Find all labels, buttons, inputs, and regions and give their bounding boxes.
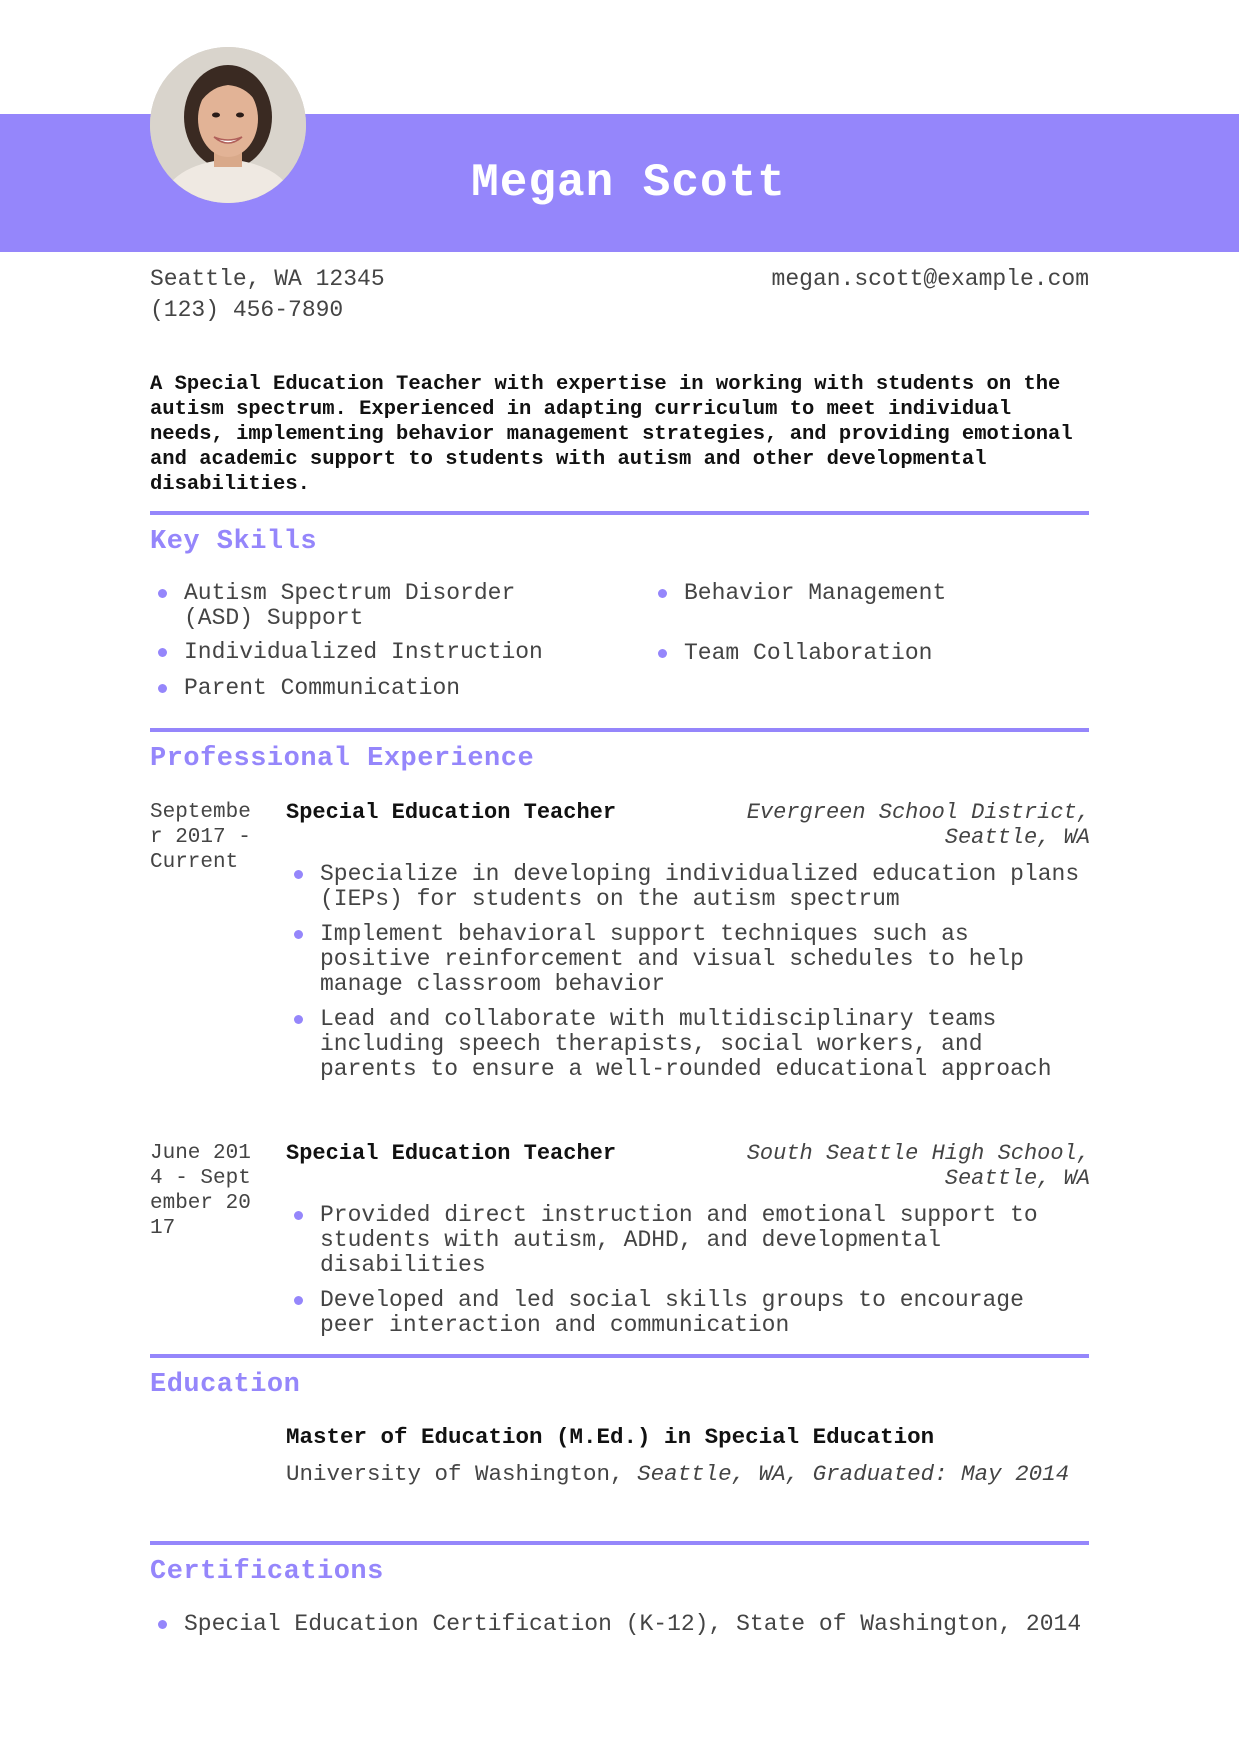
- job-bullet: Provided direct instruction and emotional support to students with autism, ADHD, and developmental disabilities: [286, 1203, 1086, 1278]
- section-divider: [150, 1541, 1089, 1545]
- bullet-icon: [294, 1211, 303, 1220]
- bullet-icon: [294, 1015, 303, 1024]
- experience-title: Professional Experience: [150, 744, 535, 774]
- bullet-icon: [158, 1620, 167, 1629]
- address: Seattle, WA 12345: [150, 266, 385, 292]
- job-date: June 2014 - September 2017: [150, 1142, 251, 1240]
- section-divider: [150, 511, 1089, 515]
- skill-item: Autism Spectrum Disorder (ASD) Support: [150, 581, 584, 631]
- job-title: Special Education Teacher: [286, 1141, 617, 1166]
- education-detail: [286, 1462, 1086, 1487]
- skill-item: Team Collaboration: [650, 641, 1120, 666]
- education-location-graduation: Seattle, WA, Graduated: May 2014: [637, 1461, 1070, 1487]
- skill-item: Behavior Management: [650, 581, 1120, 606]
- certification-item: Special Education Certification (K-12), State of Washington, 2014: [150, 1612, 1090, 1637]
- summary: A Special Education Teacher with expertise in working with students on the autism spectrum. Experienced in adapting curriculum to meet individual needs, implementing behavior management strategies, and providing emotional and academic support to students with autism and other developmental disabilities.: [150, 373, 1073, 496]
- phone: (123) 456-7890: [150, 297, 344, 323]
- bullet-icon: [158, 589, 167, 598]
- bullet-icon: [294, 1296, 303, 1305]
- job-title: Special Education Teacher: [286, 800, 617, 825]
- job-entry: [150, 1141, 1090, 1341]
- job-entry: [150, 800, 1090, 1110]
- skill-item: Individualized Instruction: [150, 640, 620, 665]
- email[interactable]: megan.scott@example.com: [771, 266, 1089, 292]
- job-bullet: Developed and led social skills groups to encourage peer interaction and communication: [286, 1288, 1086, 1338]
- candidate-name: Megan Scott: [471, 157, 786, 209]
- job-organization: South Seattle High School, Seattle, WA: [746, 1141, 1090, 1191]
- bullet-icon: [658, 589, 667, 598]
- skills-right-column: [650, 581, 1120, 676]
- bullet-icon: [294, 930, 303, 939]
- bullet-icon: [158, 648, 167, 657]
- bullet-icon: [158, 684, 167, 693]
- education-school: University of Washington,: [286, 1461, 624, 1487]
- job-bullet: Lead and collaborate with multidisciplinary teams including speech therapists, social workers, and parents to ensure a well-rounded educational approach: [286, 1007, 1086, 1082]
- bullet-icon: [658, 649, 667, 658]
- skill-item: Parent Communication: [150, 676, 620, 701]
- section-divider: [150, 728, 1089, 732]
- section-divider: [150, 1354, 1089, 1358]
- skills-left-column: [150, 581, 620, 711]
- bullet-icon: [294, 870, 303, 879]
- job-organization: Evergreen School District, Seattle, WA: [746, 800, 1090, 850]
- certifications-title: Certifications: [150, 1557, 384, 1587]
- contact-right: [772, 264, 1089, 295]
- education-title: Education: [150, 1370, 301, 1400]
- job-date: September 2017 - Current: [150, 801, 251, 874]
- contact-left: [150, 264, 385, 326]
- job-bullet: Specialize in developing individualized education plans (IEPs) for students on the autism spectrum: [286, 862, 1086, 912]
- skills-title: Key Skills: [150, 527, 318, 557]
- certifications-list: [150, 1612, 1090, 1637]
- education-degree: Master of Education (M.Ed.) in Special Education: [286, 1424, 935, 1450]
- profile-photo: [150, 47, 306, 203]
- portrait-photo-icon: [150, 47, 306, 203]
- job-bullet: Implement behavioral support techniques such as positive reinforcement and visual schedules to help manage classroom behavior: [286, 922, 1086, 997]
